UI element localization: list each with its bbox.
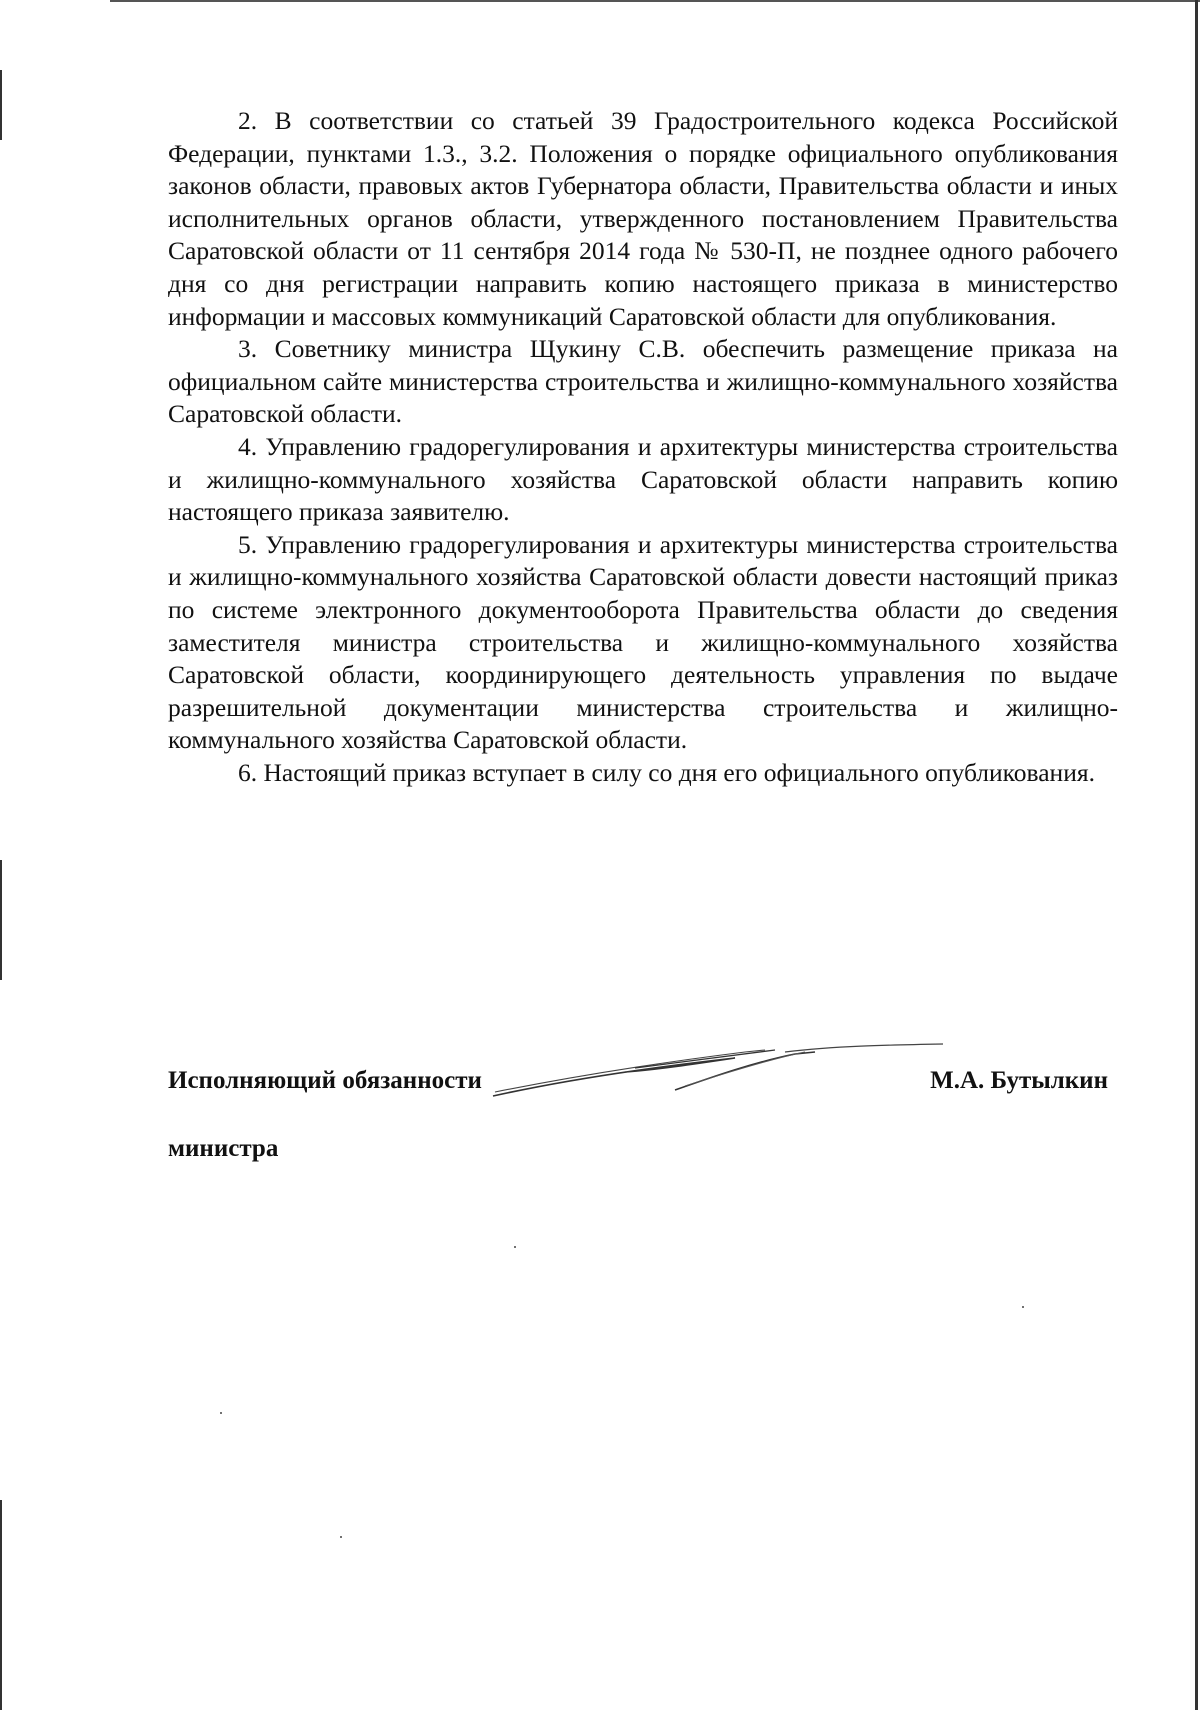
document-body (168, 105, 1118, 789)
scan-edge-left-upper (0, 70, 2, 140)
scan-speck (340, 1536, 342, 1538)
paragraph-4: 4. Управлению градорегулирования и архитектуры министерства строительства и жилищно-коммунального хозяйства Саратовской области направить копию настоящего приказа заявителю. (168, 431, 1118, 527)
signatory-title-line1: Исполняющий обязанности (168, 1067, 482, 1094)
scan-edge-top (110, 0, 1200, 2)
paragraph-2: 2. В соответствии со статьей 39 Градостроительного кодекса Российской Федерации, пунктами 1.3., 3.2. Положения о порядке официального опубликования законов области, правовых актов Губернатора области, Правительства области и иных исполнительных органов области, утвержденного постановлением Правительства Саратовской области от 11 сентября 2014 года № 530-П, не позднее одного рабочего дня со дня регистрации направить копию настоящего приказа в министерство информации и массовых коммуникаций Саратовской области для опубликования. (168, 106, 1118, 331)
paragraph-3: 3. Советнику министра Щукину С.В. обеспечить размещение приказа на официальном сайте министерства строительства и жилищно-коммунального хозяйства Саратовской области. (168, 334, 1118, 429)
signatory-title-line2: министра (168, 1135, 279, 1162)
handwritten-signature (485, 1040, 945, 1100)
scan-edge-right (1195, 0, 1198, 1710)
paragraph-6: 6. Настоящий приказ вступает в силу со дня его официального опубликования. (238, 757, 1095, 787)
scan-speck (514, 1246, 516, 1248)
scan-speck (220, 1412, 222, 1414)
paragraph-5: 5. Управлению градорегулирования и архитектуры министерства строительства и жилищно-коммунального хозяйства Саратовской области довести настоящий приказ по системе электронного документооборота Правительства области до сведения заместителя министра строительства и жилищно-коммунального хозяйства Саратовской области, координирующего деятельность управления по выдаче разрешительной документации министерства строительства и жилищно-коммунального хозяйства Саратовской области. (168, 529, 1118, 755)
scan-edge-left-lower (0, 1500, 2, 1710)
signatory-title (168, 1030, 482, 1200)
signatory-name: М.А. Бутылкин (930, 1067, 1108, 1094)
scan-edge-left-middle (0, 860, 2, 980)
scan-speck (1022, 1306, 1024, 1308)
